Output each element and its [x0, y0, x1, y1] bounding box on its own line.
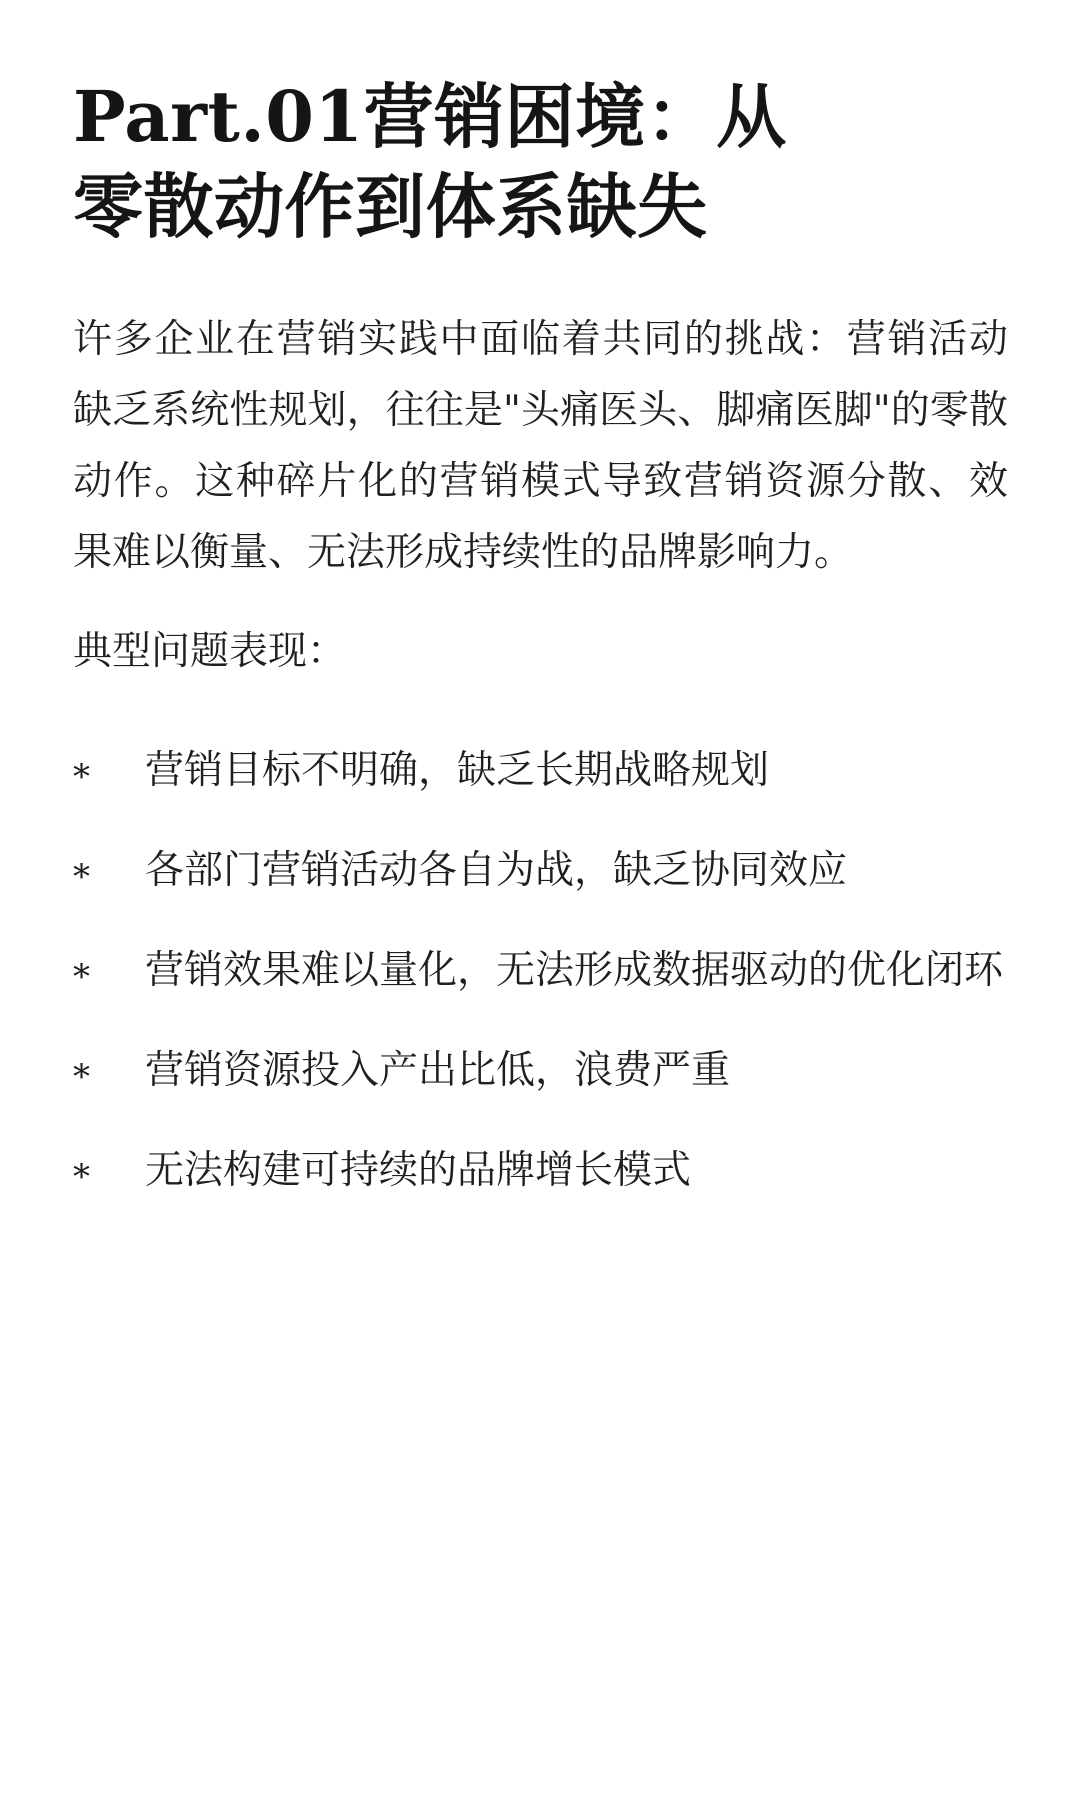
- list-item: [73, 937, 1008, 1011]
- bullet-asterisk-icon: *: [73, 1057, 90, 1097]
- bullet-asterisk-icon: *: [73, 957, 90, 997]
- page-title: Part.01营销困境：从零散动作到体系缺失: [73, 75, 787, 248]
- list-item-text: 营销目标不明确，缺乏长期战略规划: [145, 748, 770, 793]
- list-item-text: 无法构建可持续的品牌增长模式: [145, 1148, 692, 1193]
- list-item: [73, 737, 1008, 811]
- intro-paragraph: 许多企业在营销实践中面临着共同的挑战：营销活动缺乏系统性规划，往往是"头痛医头、脚痛医脚"的零散动作。这种碎片化的营销模式导致营销资源分散、效果难以衡量、无法形成持续性的品牌影响力。: [73, 317, 1008, 575]
- list-item-text: 各部门营销活动各自为战，缺乏协同效应: [145, 848, 848, 893]
- bullet-asterisk-icon: *: [73, 1157, 90, 1197]
- list-item: [73, 837, 1008, 911]
- list-item: [73, 1137, 1008, 1211]
- list-item: [73, 1037, 1008, 1111]
- list-item-text: 营销效果难以量化，无法形成数据驱动的优化闭环: [145, 948, 1004, 993]
- issue-list: [73, 737, 1008, 1211]
- section-subheading: 典型问题表现：: [73, 629, 347, 674]
- bullet-asterisk-icon: *: [73, 757, 90, 797]
- bullet-asterisk-icon: *: [73, 857, 90, 897]
- list-item-text: 营销资源投入产出比低，浪费严重: [145, 1048, 731, 1093]
